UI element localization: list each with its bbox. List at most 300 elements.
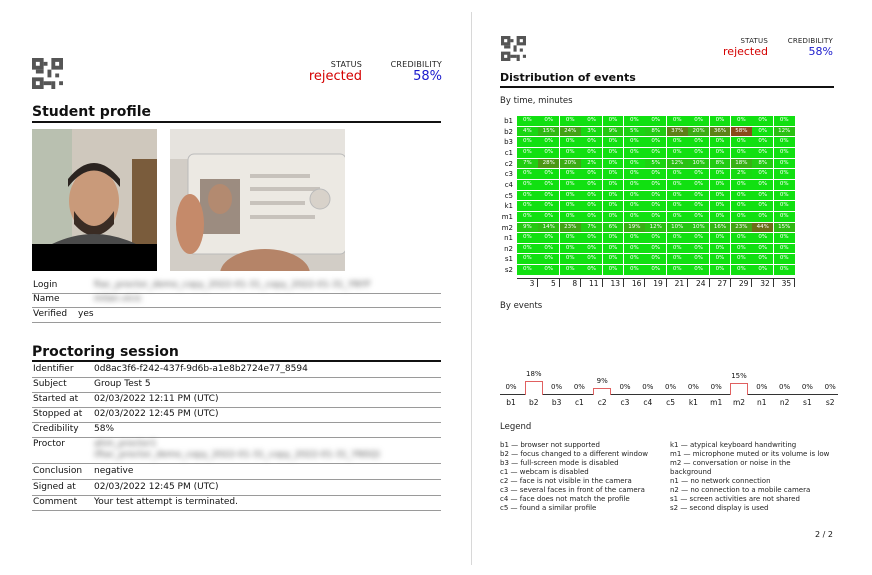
- heatmap-cell: 0%: [752, 180, 773, 190]
- session-value: negative: [94, 466, 134, 476]
- heatmap-cell: 0%: [752, 137, 773, 147]
- session-key: Started at: [33, 394, 79, 404]
- heatmap-cell: 0%: [517, 212, 538, 222]
- legend-left-column: [500, 441, 648, 513]
- heatmap-cell: 16%: [710, 223, 731, 233]
- heatmap-cell: 0%: [603, 191, 624, 201]
- heatmap-cell: 0%: [710, 191, 731, 201]
- heatmap-cell: 10%: [688, 223, 709, 233]
- events-category-label: m1: [710, 398, 723, 407]
- heatmap-cell: 0%: [624, 201, 645, 211]
- heatmap-cell: 0%: [731, 201, 752, 211]
- heatmap-cell: 0%: [667, 169, 688, 179]
- heatmap-cell: 0%: [688, 191, 709, 201]
- events-value-label: 0%: [551, 383, 563, 391]
- heatmap-cell: 0%: [752, 127, 773, 137]
- heatmap-cell: 0%: [538, 212, 559, 222]
- heatmap-x-tick: 27: [717, 278, 727, 288]
- heatmap-cell: 0%: [667, 201, 688, 211]
- events-category-label: c5: [666, 398, 676, 407]
- events-category-label: m2: [732, 398, 746, 407]
- heatmap-cell: 0%: [774, 180, 795, 190]
- heatmap-cell: 0%: [560, 148, 581, 158]
- events-category-label: c2: [597, 398, 607, 407]
- session-row: [32, 422, 441, 438]
- heatmap-cell: 14%: [538, 223, 559, 233]
- heatmap-cell: 0%: [538, 233, 559, 243]
- heatmap-cell: 0%: [667, 116, 688, 126]
- session-value: Group Test 5: [94, 379, 151, 389]
- heatmap-cell: 0%: [667, 265, 688, 275]
- session-key: Stopped at: [33, 409, 83, 419]
- legend-item: c1 — webcam is disabled: [500, 468, 589, 476]
- profile-key: Login: [33, 280, 58, 290]
- heatmap-cell: 0%: [624, 169, 645, 179]
- heatmap-cell: 0%: [517, 254, 538, 264]
- events-value-label: 0%: [619, 383, 631, 391]
- heatmap-cell: 0%: [645, 137, 666, 147]
- heatmap-cell: 0%: [688, 148, 709, 158]
- by-time-label: By time, minutes: [500, 96, 573, 106]
- credibility-block: [775, 37, 833, 58]
- heatmap-x-tick: 13: [610, 278, 620, 288]
- heatmap-x-tick: 19: [653, 278, 663, 288]
- heatmap-cell: 0%: [624, 212, 645, 222]
- heatmap-cell: 0%: [645, 254, 666, 264]
- heatmap-cell: 0%: [624, 244, 645, 254]
- heatmap-cell: 0%: [667, 148, 688, 158]
- heatmap-cell: 0%: [774, 191, 795, 201]
- events-category-label: k1: [688, 398, 698, 407]
- legend-item: b3 — full-screen mode is disabled: [500, 459, 619, 467]
- heatmap-cell: 9%: [517, 223, 538, 233]
- heatmap-cell: 0%: [538, 180, 559, 190]
- heatmap-cell: 0%: [645, 180, 666, 190]
- heatmap-cell: 0%: [667, 212, 688, 222]
- heatmap-cell: 0%: [774, 159, 795, 169]
- heatmap-cell: 23%: [560, 223, 581, 233]
- heatmap-x-tick: 3: [529, 278, 535, 288]
- legend-title: Legend: [500, 422, 532, 432]
- heatmap-row-label: b3: [504, 138, 513, 147]
- heatmap-cell: 0%: [538, 254, 559, 264]
- heatmap-cell: 23%: [731, 223, 752, 233]
- legend-item: m1 — microphone muted or its volume is low: [670, 450, 830, 458]
- heatmap-cell: 15%: [774, 223, 795, 233]
- page-number: 2 / 2: [815, 530, 833, 539]
- events-value-label: 0%: [779, 383, 791, 391]
- heatmap-row-label: m2: [501, 223, 513, 232]
- heatmap-cell: 0%: [581, 169, 602, 179]
- events-category-label: b3: [551, 398, 562, 407]
- events-category-label: s2: [825, 398, 835, 407]
- heatmap-cell: 0%: [517, 201, 538, 211]
- session-value: 02/03/2022 12:45 PM (UTC): [94, 482, 219, 492]
- proctoring-session-title: Proctoring session: [32, 344, 179, 360]
- session-key: Proctor: [33, 439, 65, 449]
- heatmap-x-tick: 11: [589, 278, 599, 288]
- heatmap-cell: 0%: [581, 254, 602, 264]
- events-value-label: 0%: [573, 383, 585, 391]
- heatmap-cell: 4%: [517, 127, 538, 137]
- heatmap-cell: 0%: [581, 137, 602, 147]
- heatmap-cell: 0%: [538, 116, 559, 126]
- heatmap-cell: 5%: [645, 159, 666, 169]
- events-category-label: c3: [620, 398, 630, 407]
- webcam-photo: [32, 129, 157, 271]
- heatmap-cell: 0%: [667, 233, 688, 243]
- events-category-label: s1: [803, 398, 812, 407]
- title-rule: [32, 121, 441, 123]
- heatmap-cell: 2%: [581, 159, 602, 169]
- heatmap-row-label: c5: [504, 191, 513, 200]
- heatmap-cell: 0%: [645, 116, 666, 126]
- heatmap-cell: 0%: [624, 148, 645, 158]
- heatmap-cell: 0%: [624, 233, 645, 243]
- heatmap-cell: 0%: [538, 137, 559, 147]
- legend-item: c4 — face does not match the profile: [500, 495, 630, 503]
- heatmap-cell: 0%: [603, 265, 624, 275]
- heatmap-cell: 37%: [667, 127, 688, 137]
- session-key: Subject: [33, 379, 67, 389]
- heatmap-cell: 0%: [667, 191, 688, 201]
- heatmap-cell: 0%: [538, 244, 559, 254]
- legend-item: s2 — second display is used: [670, 504, 769, 512]
- profile-value: milan.vicic: [94, 294, 143, 304]
- legend-item: n2 — no connection to a mobile camera: [670, 486, 811, 494]
- heatmap-x-tick: 8: [572, 278, 578, 288]
- events-category-label: c1: [574, 398, 584, 407]
- legend-item: b2 — focus changed to a different window: [500, 450, 648, 458]
- heatmap-cell: 0%: [581, 180, 602, 190]
- heatmap-cell: 0%: [560, 233, 581, 243]
- legend-item: c3 — several faces in front of the camera: [500, 486, 645, 494]
- heatmap-cell: 5%: [624, 127, 645, 137]
- legend-right-column: [670, 441, 829, 513]
- heatmap-cell: 0%: [710, 212, 731, 222]
- heatmap-cell: 0%: [731, 212, 752, 222]
- heatmap-cell: 0%: [581, 191, 602, 201]
- events-bar: [593, 388, 611, 396]
- heatmap-row-label: n1: [504, 234, 513, 243]
- events-category-label: n2: [779, 398, 790, 407]
- heatmap-cell: 0%: [710, 180, 731, 190]
- heatmap-cell: 0%: [710, 137, 731, 147]
- heatmap-cell: 2%: [731, 169, 752, 179]
- events-category-label: b2: [529, 398, 539, 407]
- heatmap-cell: 0%: [560, 116, 581, 126]
- heatmap-cell: 0%: [603, 254, 624, 264]
- heatmap-cell: 19%: [624, 223, 645, 233]
- heatmap-cell: 0%: [581, 201, 602, 211]
- status-block: [710, 37, 768, 58]
- heatmap-cell: 0%: [603, 212, 624, 222]
- page-divider: [471, 12, 472, 565]
- session-row: [32, 407, 441, 423]
- heatmap-cell: 0%: [731, 254, 752, 264]
- events-value-label: 0%: [801, 383, 813, 391]
- session-row: [32, 464, 441, 480]
- heatmap-cell: 0%: [560, 191, 581, 201]
- events-category-label: c4: [643, 398, 653, 407]
- heatmap-row-label: c3: [504, 170, 513, 179]
- qr-code-icon: [501, 36, 526, 61]
- heatmap-x-tick: 24: [696, 278, 706, 288]
- session-row: [32, 392, 441, 408]
- heatmap-cell: 0%: [688, 201, 709, 211]
- heatmap-cell: 0%: [624, 159, 645, 169]
- heatmap-cell: 0%: [774, 233, 795, 243]
- heatmap-cell: 0%: [731, 137, 752, 147]
- session-value-line2: (ftac_proctor_demo_copy_2022-01-31_copy_2022-01-31_YNSQ): [94, 450, 381, 460]
- heatmap-cell: 0%: [581, 244, 602, 254]
- heatmap-cell: 0%: [517, 116, 538, 126]
- heatmap-cell: 0%: [667, 180, 688, 190]
- profile-value: yes: [78, 309, 94, 319]
- events-value-label: 0%: [642, 383, 654, 391]
- heatmap-cell: 20%: [688, 127, 709, 137]
- heatmap-cell: 0%: [624, 116, 645, 126]
- heatmap-cell: 0%: [645, 212, 666, 222]
- heatmap-cell: 0%: [710, 254, 731, 264]
- heatmap-x-tick: 32: [760, 278, 770, 288]
- heatmap-cell: 0%: [731, 180, 752, 190]
- legend-item: b1 — browser not supported: [500, 441, 600, 449]
- heatmap-cell: 0%: [560, 212, 581, 222]
- heatmap-row-label: c2: [504, 159, 513, 168]
- heatmap-cell: 0%: [667, 244, 688, 254]
- profile-row: [32, 292, 441, 308]
- events-bar: [525, 381, 543, 395]
- credibility-value: 58%: [413, 69, 442, 84]
- heatmap-cell: 0%: [688, 233, 709, 243]
- heatmap-cell: 0%: [774, 116, 795, 126]
- heatmap-row-label: c1: [504, 148, 513, 157]
- session-row: [32, 377, 441, 393]
- heatmap-cell: 0%: [752, 116, 773, 126]
- heatmap-cell: 0%: [603, 244, 624, 254]
- heatmap-cell: 0%: [624, 191, 645, 201]
- heatmap-cell: 0%: [710, 169, 731, 179]
- heatmap-cell: 0%: [710, 265, 731, 275]
- heatmap-cell: 20%: [560, 159, 581, 169]
- profile-key: Verified: [33, 309, 68, 319]
- credibility-label: CREDIBILITY: [390, 60, 442, 69]
- heatmap-cell: 0%: [731, 148, 752, 158]
- heatmap-cell: 0%: [538, 201, 559, 211]
- heatmap-cell: 0%: [774, 137, 795, 147]
- events-value-label: 0%: [505, 383, 517, 391]
- heatmap-cell: 0%: [645, 169, 666, 179]
- events-value-label: 0%: [756, 383, 768, 391]
- heatmap-cell: 0%: [603, 137, 624, 147]
- heatmap-cell: 0%: [517, 244, 538, 254]
- heatmap-cell: 0%: [774, 212, 795, 222]
- heatmap-cell: 18%: [731, 159, 752, 169]
- heatmap-cell: 0%: [688, 254, 709, 264]
- events-value-label: 0%: [824, 383, 836, 391]
- session-value: 58%: [94, 424, 115, 434]
- heatmap-cell: 0%: [560, 244, 581, 254]
- heatmap-cell: 0%: [645, 191, 666, 201]
- heatmap-cell: 8%: [710, 159, 731, 169]
- heatmap-row-label: n2: [504, 244, 513, 253]
- heatmap-cell: 10%: [667, 223, 688, 233]
- heatmap-cell: 0%: [517, 180, 538, 190]
- legend-item: background: [670, 468, 712, 476]
- heatmap-cell: 0%: [538, 265, 559, 275]
- heatmap-cell: 12%: [667, 159, 688, 169]
- heatmap-cell: 8%: [645, 127, 666, 137]
- heatmap-cell: 0%: [517, 148, 538, 158]
- heatmap-cell: 58%: [731, 127, 752, 137]
- legend-item: c5 — found a similar profile: [500, 504, 597, 512]
- heatmap-cell: 0%: [581, 212, 602, 222]
- heatmap-x-tick: 5: [551, 278, 556, 288]
- heatmap-cell: 12%: [645, 223, 666, 233]
- heatmap-cell: 0%: [688, 137, 709, 147]
- heatmap-cell: 0%: [538, 169, 559, 179]
- heatmap-cell: 0%: [560, 180, 581, 190]
- status-label: STATUS: [330, 60, 362, 69]
- legend-item: k1 — atypical keyboard handwriting: [670, 441, 797, 449]
- heatmap-cell: 36%: [710, 127, 731, 137]
- events-x-axis: [500, 394, 838, 395]
- heatmap-cell: 0%: [752, 212, 773, 222]
- session-key: Credibility: [33, 424, 79, 434]
- heatmap-cell: 0%: [774, 201, 795, 211]
- profile-value: ftac_proctor_demo_copy_2022-01-31_copy_2022-01-31_YNYF: [94, 280, 371, 290]
- heatmap-cell: 7%: [517, 159, 538, 169]
- legend-item: m2 — conversation or noise in the: [670, 459, 791, 467]
- heatmap-cell: 0%: [667, 254, 688, 264]
- student-profile-title: Student profile: [32, 104, 152, 120]
- heatmap-cell: 0%: [710, 244, 731, 254]
- heatmap-cell: 0%: [731, 244, 752, 254]
- heatmap-cell: 0%: [538, 191, 559, 201]
- heatmap-cell: 0%: [774, 244, 795, 254]
- heatmap-row-label: b2: [504, 127, 513, 136]
- events-value-label: 15%: [731, 372, 747, 381]
- status-label: STATUS: [740, 37, 768, 45]
- heatmap-cell: 0%: [603, 159, 624, 169]
- heatmap-cell: 0%: [517, 169, 538, 179]
- heatmap-cell: 0%: [710, 116, 731, 126]
- heatmap-cell: 0%: [560, 201, 581, 211]
- heatmap-cell: 0%: [774, 169, 795, 179]
- legend-item: n1 — no network connection: [670, 477, 771, 485]
- events-category-label: n1: [757, 398, 767, 407]
- heatmap-cell: 0%: [603, 201, 624, 211]
- session-value: 02/03/2022 12:11 PM (UTC): [94, 394, 219, 404]
- heatmap-cell: 0%: [710, 148, 731, 158]
- heatmap-cell: 0%: [752, 265, 773, 275]
- by-events-label: By events: [500, 301, 543, 311]
- heatmap-cell: 0%: [688, 180, 709, 190]
- heatmap-cell: 0%: [538, 148, 559, 158]
- heatmap-x-tick-mark: [794, 278, 795, 287]
- distribution-rule: [500, 86, 834, 88]
- heatmap-x-tick: 29: [738, 278, 749, 288]
- heatmap-cell: 0%: [752, 201, 773, 211]
- heatmap-cell: 0%: [688, 212, 709, 222]
- heatmap-cell: 0%: [560, 265, 581, 275]
- session-key: Identifier: [33, 364, 74, 374]
- heatmap-cell: 0%: [710, 233, 731, 243]
- events-bar: [730, 383, 748, 395]
- heatmap-cell: 0%: [560, 137, 581, 147]
- events-value-label: 9%: [596, 376, 608, 385]
- session-value: 0d8ac3f6-f242-437f-9d6b-a1e8b2724e77_8594: [94, 364, 308, 374]
- heatmap-cell: 0%: [517, 191, 538, 201]
- heatmap-cell: 0%: [603, 148, 624, 158]
- heatmap-cell: 8%: [752, 159, 773, 169]
- heatmap-cell: 0%: [645, 265, 666, 275]
- heatmap-cell: 0%: [667, 137, 688, 147]
- qr-code-icon: [32, 58, 63, 89]
- heatmap-cell: 0%: [688, 169, 709, 179]
- heatmap-row-label: k1: [504, 202, 513, 211]
- heatmap-cell: 9%: [603, 127, 624, 137]
- session-value: ahm_proctor1: [94, 439, 157, 449]
- heatmap-cell: 0%: [752, 191, 773, 201]
- credibility-value: 58%: [808, 45, 833, 58]
- heatmap-cell: 0%: [752, 254, 773, 264]
- heatmap-cell: 0%: [774, 254, 795, 264]
- heatmap-cell: 0%: [688, 116, 709, 126]
- heatmap-cell: 24%: [560, 127, 581, 137]
- heatmap-row-label: s2: [504, 266, 513, 275]
- heatmap-cell: 15%: [538, 127, 559, 137]
- heatmap-cell: 0%: [688, 265, 709, 275]
- heatmap-cell: 0%: [645, 233, 666, 243]
- heatmap-cell: 0%: [603, 116, 624, 126]
- heatmap-row-label: c4: [504, 180, 513, 189]
- profile-key: Name: [33, 294, 60, 304]
- heatmap-cell: 0%: [560, 254, 581, 264]
- heatmap-x-tick: 21: [674, 278, 685, 288]
- heatmap-cell: 0%: [624, 265, 645, 275]
- session-key: Signed at: [33, 482, 76, 492]
- heatmap-cell: 0%: [731, 191, 752, 201]
- heatmap-cell: 0%: [710, 201, 731, 211]
- heatmap-row-label: s1: [504, 255, 513, 264]
- session-row: [32, 437, 441, 464]
- heatmap-cell: 12%: [774, 127, 795, 137]
- heatmap-cell: 0%: [645, 244, 666, 254]
- credibility-block: [372, 60, 442, 84]
- status-value: rejected: [723, 45, 768, 58]
- session-row: [32, 495, 441, 511]
- heatmap-cell: 0%: [560, 169, 581, 179]
- session-row: [32, 362, 441, 378]
- heatmap-cell: 0%: [581, 116, 602, 126]
- id-card-photo: [170, 129, 345, 271]
- heatmap-x-tick: 16: [631, 278, 642, 288]
- status-value: rejected: [308, 69, 362, 84]
- session-key: Comment: [33, 497, 78, 507]
- heatmap-cell: 0%: [624, 254, 645, 264]
- heatmap-row-label: m1: [501, 212, 513, 221]
- heatmap-cell: 0%: [517, 233, 538, 243]
- heatmap-cell: 0%: [624, 180, 645, 190]
- heatmap-cell: 6%: [603, 223, 624, 233]
- session-value: 02/03/2022 12:45 PM (UTC): [94, 409, 219, 419]
- session-value: Your test attempt is terminated.: [94, 497, 238, 507]
- distribution-title: Distribution of events: [500, 71, 636, 84]
- heatmap-cell: 3%: [581, 127, 602, 137]
- events-value-label: 0%: [687, 383, 699, 391]
